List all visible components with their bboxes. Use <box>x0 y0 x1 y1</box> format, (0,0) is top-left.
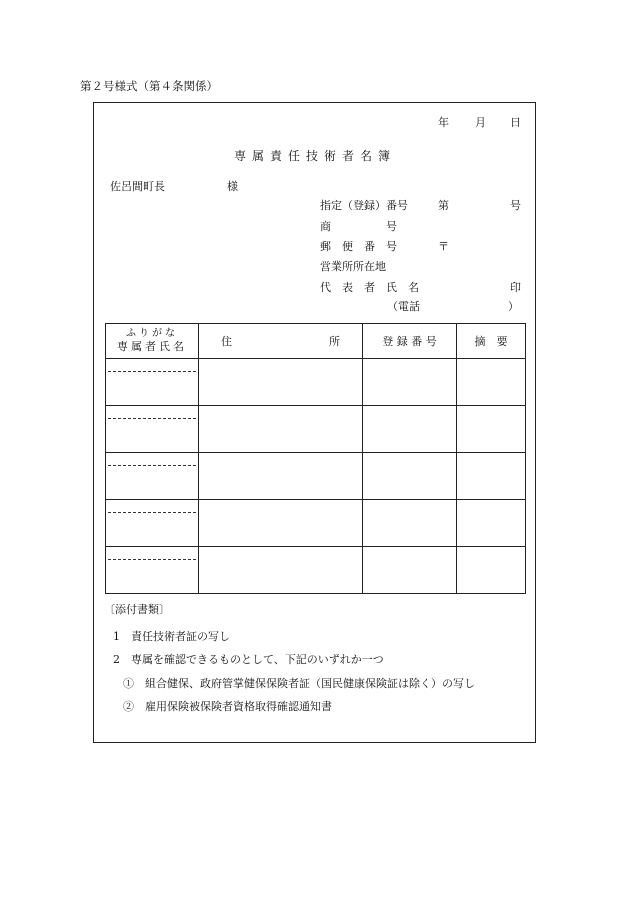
attachments-heading: 〔添付書類〕 <box>104 603 170 616</box>
registration-cell[interactable] <box>363 453 457 500</box>
address-header-part1: 住 <box>221 335 232 348</box>
phone-close: ） <box>508 300 519 313</box>
phone-open: （電話 <box>387 300 420 313</box>
table-row <box>106 547 526 594</box>
attachment-item-2: 2 専属を確認できるものとして、下記のいずれか一つ <box>113 653 384 666</box>
table-row <box>106 359 526 406</box>
furigana-dashed-line <box>108 418 196 419</box>
date-day: 日 <box>510 116 521 129</box>
office-address-label: 営業所所在地 <box>320 260 386 273</box>
registration-cell[interactable] <box>363 547 457 594</box>
registration-number-label: 指定（登録）番号 <box>320 199 408 212</box>
remarks-cell[interactable] <box>457 406 526 453</box>
table-row <box>106 406 526 453</box>
trade-name-label: 商 号 <box>320 220 397 233</box>
representative-name-label: 代 表 者 氏 名 <box>320 281 419 294</box>
addressee-name: 佐呂間町長 <box>110 180 165 193</box>
attachment-item-3: ① 組合健保、政府管掌健保保険者証（国民健康保険証は除く）の写し <box>123 677 475 690</box>
registration-cell[interactable] <box>363 359 457 406</box>
furigana-dashed-line <box>108 465 196 466</box>
date-month: 月 <box>475 116 486 129</box>
name-cell[interactable] <box>106 406 199 453</box>
registration-suffix: 号 <box>510 199 521 212</box>
remarks-cell[interactable] <box>457 500 526 547</box>
form-number-label: 第２号様式（第４条関係） <box>80 79 218 93</box>
table-header-row <box>106 324 526 359</box>
attachment-item-1: 1 責任技術者証の写し <box>113 630 230 643</box>
name-cell[interactable] <box>106 453 199 500</box>
address-cell[interactable] <box>199 359 363 406</box>
name-cell[interactable] <box>106 547 199 594</box>
name-cell[interactable] <box>106 500 199 547</box>
table-row <box>106 500 526 547</box>
remarks-cell[interactable] <box>457 453 526 500</box>
remarks-header: 摘 要 <box>457 324 526 359</box>
addressee-suffix: 様 <box>227 180 238 193</box>
address-cell[interactable] <box>199 406 363 453</box>
table-row <box>106 453 526 500</box>
registration-prefix: 第 <box>438 199 449 212</box>
attachment-item-4: ② 雇用保険被保険者資格取得確認通知書 <box>123 700 332 713</box>
registration-number-header: 登 録 番 号 <box>363 324 457 359</box>
date-year: 年 <box>438 116 449 129</box>
furigana-dashed-line <box>108 512 196 513</box>
furigana-dashed-line <box>108 371 196 372</box>
name-header-label: 専属者氏名 <box>117 340 187 353</box>
furigana-header: ふりがな <box>126 328 178 339</box>
address-cell[interactable] <box>199 547 363 594</box>
address-cell[interactable] <box>199 500 363 547</box>
name-header <box>106 324 199 359</box>
name-cell[interactable] <box>106 359 199 406</box>
postal-mark: 〒 <box>438 240 449 253</box>
address-cell[interactable] <box>199 453 363 500</box>
registration-cell[interactable] <box>363 406 457 453</box>
remarks-cell[interactable] <box>457 547 526 594</box>
postal-code-label: 郵 便 番 号 <box>320 240 397 253</box>
seal-mark: 印 <box>510 281 521 294</box>
registration-cell[interactable] <box>363 500 457 547</box>
address-header <box>199 324 363 359</box>
furigana-dashed-line <box>108 559 196 560</box>
remarks-cell[interactable] <box>457 359 526 406</box>
technician-table <box>105 323 526 594</box>
address-header-part2: 所 <box>329 335 340 348</box>
document-title: 専属責任技術者名簿 <box>233 149 396 163</box>
